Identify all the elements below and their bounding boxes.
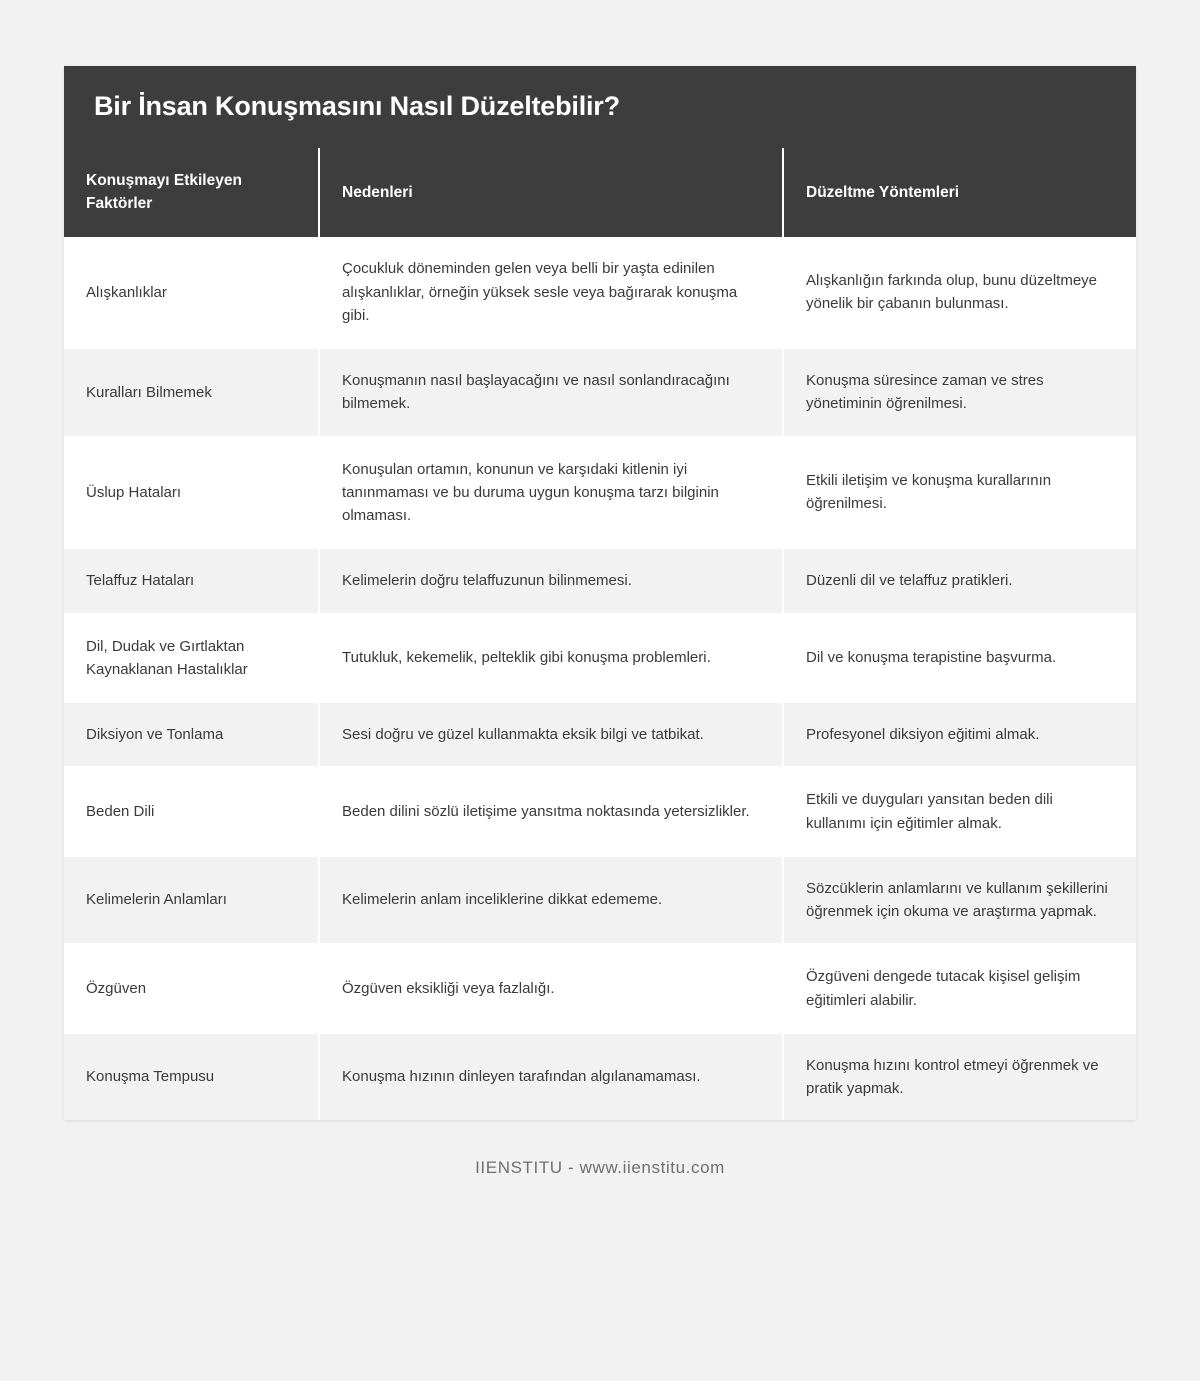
cell-fix: Özgüveni dengede tutacak kişisel gelişim eğitimleri alabilir.	[783, 944, 1136, 1033]
cell-fix: Konuşma hızını kontrol etmeyi öğrenmek ve pratik yapmak.	[783, 1033, 1136, 1121]
cell-factor: Kelimelerin Anlamları	[64, 856, 319, 945]
page-title: Bir İnsan Konuşmasını Nasıl Düzeltebilir?	[94, 91, 620, 121]
column-header-causes: Nedenleri	[319, 148, 783, 237]
table-row	[64, 944, 1136, 1033]
column-header-fixes: Düzeltme Yöntemleri	[783, 148, 1136, 237]
table-header-row	[64, 148, 1136, 237]
cell-cause: Özgüven eksikliği veya fazlalığı.	[319, 944, 783, 1033]
table-row	[64, 237, 1136, 348]
cell-cause: Konuşma hızının dinleyen tarafından algılanamaması.	[319, 1033, 783, 1121]
speech-correction-table	[64, 148, 1136, 1120]
table-row	[64, 702, 1136, 767]
table-row	[64, 767, 1136, 856]
cell-factor: Telaffuz Hataları	[64, 548, 319, 613]
cell-cause: Konuşulan ortamın, konunun ve karşıdaki kitlenin iyi tanınmaması ve bu duruma uygun konuşma tarzı bilginin olmaması.	[319, 437, 783, 549]
infographic-card	[64, 66, 1136, 1120]
cell-fix: Sözcüklerin anlamlarını ve kullanım şekillerini öğrenmek için okuma ve araştırma yapmak.	[783, 856, 1136, 945]
table-body	[64, 237, 1136, 1120]
cell-cause: Kelimelerin anlam inceliklerine dikkat edememe.	[319, 856, 783, 945]
cell-fix: Konuşma süresince zaman ve stres yönetiminin öğrenilmesi.	[783, 348, 1136, 437]
cell-fix: Profesyonel diksiyon eğitimi almak.	[783, 702, 1136, 767]
cell-factor: Konuşma Tempusu	[64, 1033, 319, 1121]
table-row	[64, 614, 1136, 703]
cell-cause: Konuşmanın nasıl başlayacağını ve nasıl sonlandıracağını bilmemek.	[319, 348, 783, 437]
table-row	[64, 1033, 1136, 1121]
cell-cause: Tutukluk, kekemelik, pelteklik gibi konuşma problemleri.	[319, 614, 783, 703]
title-bar	[64, 66, 1136, 148]
table-row	[64, 856, 1136, 945]
cell-cause: Sesi doğru ve güzel kullanmakta eksik bilgi ve tatbikat.	[319, 702, 783, 767]
table-row	[64, 437, 1136, 549]
cell-fix: Dil ve konuşma terapistine başvurma.	[783, 614, 1136, 703]
cell-cause: Kelimelerin doğru telaffuzunun bilinmemesi.	[319, 548, 783, 613]
cell-factor: Üslup Hataları	[64, 437, 319, 549]
cell-fix: Etkili ve duyguları yansıtan beden dili kullanımı için eğitimler almak.	[783, 767, 1136, 856]
column-header-factors: Konuşmayı Etkileyen Faktörler	[64, 148, 319, 237]
cell-factor: Diksiyon ve Tonlama	[64, 702, 319, 767]
cell-fix: Etkili iletişim ve konuşma kurallarının öğrenilmesi.	[783, 437, 1136, 549]
cell-fix: Düzenli dil ve telaffuz pratikleri.	[783, 548, 1136, 613]
cell-fix: Alışkanlığın farkında olup, bunu düzeltmeye yönelik bir çabanın bulunması.	[783, 237, 1136, 348]
cell-cause: Beden dilini sözlü iletişime yansıtma noktasında yetersizlikler.	[319, 767, 783, 856]
cell-factor: Kuralları Bilmemek	[64, 348, 319, 437]
table-row	[64, 348, 1136, 437]
cell-factor: Alışkanlıklar	[64, 237, 319, 348]
cell-factor: Beden Dili	[64, 767, 319, 856]
table-header	[64, 148, 1136, 237]
table-row	[64, 548, 1136, 613]
cell-factor: Dil, Dudak ve Gırtlaktan Kaynaklanan Hastalıklar	[64, 614, 319, 703]
footer-attribution: IIENSTITU - www.iienstitu.com	[475, 1158, 725, 1178]
cell-cause: Çocukluk döneminden gelen veya belli bir yaşta edinilen alışkanlıklar, örneğin yüksek sesle veya bağırarak konuşma gibi.	[319, 237, 783, 348]
cell-factor: Özgüven	[64, 944, 319, 1033]
